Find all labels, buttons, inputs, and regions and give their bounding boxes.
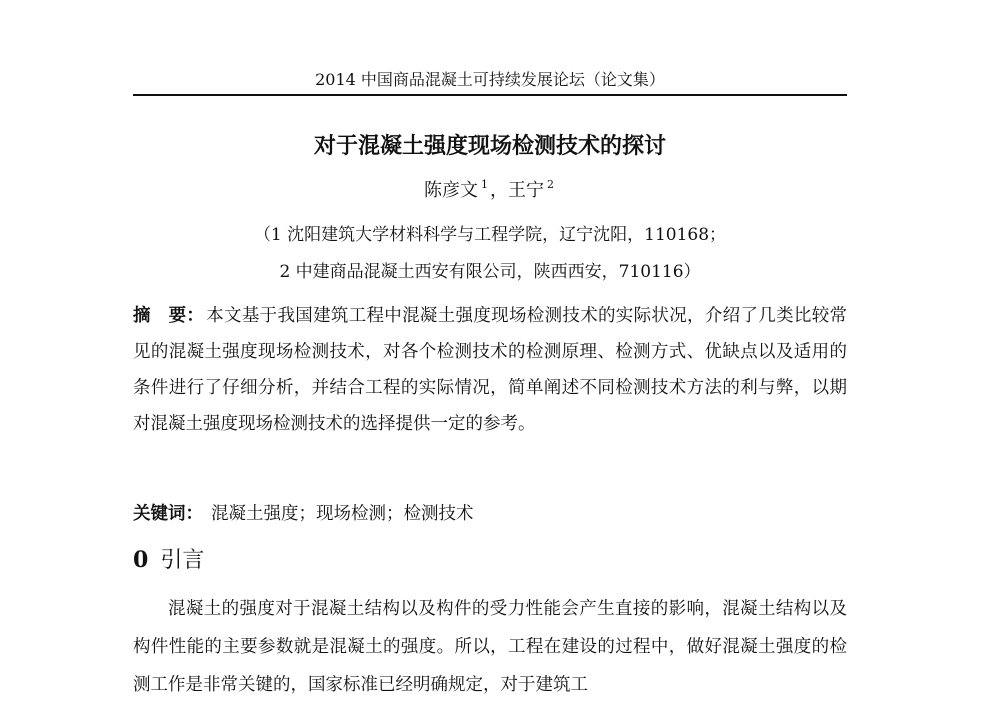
body-paragraph: 混凝土的强度对于混凝土结构以及构件的受力性能会产生直接的影响，混凝土结构以及构件性能的主要参数就是混凝土的强度。所以，工程在建设的过程中，做好混凝土强度的检测工作是非常关键的，国家标准已经明确规定，对于建筑工 <box>133 599 847 695</box>
paper-title: 对于混凝土强度现场检测技术的探讨 <box>313 134 666 159</box>
author-separator: ， <box>490 180 508 201</box>
abstract-label: 摘 要： <box>133 306 205 326</box>
keywords <box>133 500 847 528</box>
section-heading <box>133 544 847 577</box>
abstract-text: 本文基于我国建筑工程中混凝土强度现场检测技术的实际状况，介绍了几类比较常见的混凝土强度现场检测技术，对各个检测技术的检测原理、检测方式、优缺点以及适用的条件进行了仔细分析，并结合工程的实际情况，简单阐述不同检测技术方法的利与弊，以期对混凝土强度现场检测技术的选择提供一定的参考。 <box>133 306 848 434</box>
affiliation-1: （1 沈阳建筑大学材料科学与工程学院，辽宁沈阳，110168； <box>253 225 727 245</box>
keywords-label: 关键词： <box>133 504 203 524</box>
section-number: 0 <box>133 547 149 573</box>
author-line <box>133 178 847 204</box>
abstract <box>133 298 847 442</box>
author-affiliation-mark: 1 <box>481 178 488 191</box>
running-header: 2014 中国商品混凝土可持续发展论坛（论文集） <box>315 70 665 89</box>
author-name: 王宁 <box>508 180 544 201</box>
keywords-text: 混凝土强度；现场检测；检测技术 <box>211 504 474 524</box>
header-rule <box>133 94 847 96</box>
affiliation-2: 2 中建商品混凝土西安有限公司，陕西西安，710116） <box>279 262 701 282</box>
author-affiliation-mark: 2 <box>547 178 554 191</box>
section-title: 引言 <box>160 548 205 573</box>
author-name: 陈彦文 <box>424 180 478 201</box>
